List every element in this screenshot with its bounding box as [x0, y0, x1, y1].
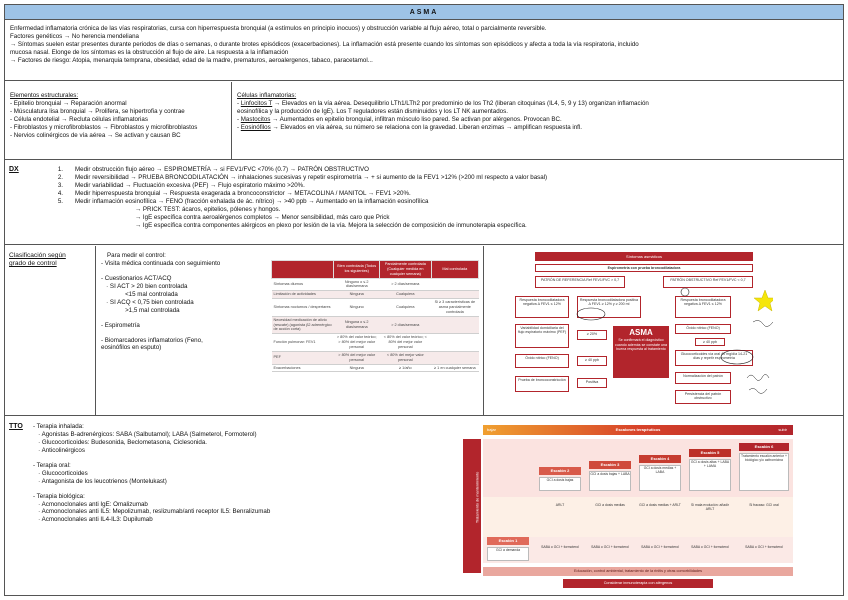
diagnosis-flowchart [515, 252, 773, 412]
hand-circle [681, 288, 689, 296]
table-row: Limitación de actividades Ninguna Cualquiera [272, 291, 479, 299]
flow-mid-box: ≥ 40 ppb [577, 356, 607, 366]
treatment-section [5, 417, 843, 595]
step-demand: SABA o GCI + formoterol [591, 545, 629, 549]
step-name: Escalón 2 [539, 467, 581, 475]
flow-left-box: Prueba de broncoconstricción [515, 376, 569, 392]
control-label: Clasificación según grado de control [9, 252, 66, 268]
control-notes: Para medir el control: - Visita médica continuada con seguimiento - Cuestionarios ACT/ACQ · SI ACT > 20 bien controlada <15 mal controlada · SI ACQ < 0,75 bien controlada >1,5 mal controlada - Espirometría - Biomarcadores inflamatorios (Feno, eosinófilos en esputo) [101, 252, 221, 352]
flow-right-box: Respuesta broncodilatadora negativa Δ FEV1 ≤ 12% [675, 296, 731, 318]
flow-right-head: PATRÓN OBSTRUCTIVO Ref FEV1/FVC < 0,7 [663, 276, 753, 288]
dx-extra: → IgE específica contra aeroalérgenos completos → Menor sensibilidad, más caro que Prick [135, 213, 390, 221]
cell-term: Mastocitos [240, 115, 271, 123]
flow-mid-box: ≥ 20% [577, 330, 607, 340]
dx-steps [49, 166, 839, 230]
therapeutic-steps-diagram [463, 425, 793, 591]
control-section [5, 246, 843, 416]
table-row: Síntomas diurnos Ninguno o ≤ 2 días/semana > 2 días/semana [272, 278, 479, 291]
step-demand: SABA o GCI + formoterol [641, 545, 679, 549]
dx-step: 4. Medir hiperrespuesta bronquial → Respuesta exagerada a broncoconstrictor → METACOLINA / MANITOL → FEV1 >20%. [57, 189, 411, 197]
annotation-marks [515, 252, 773, 412]
structural-heading: Elementos estructurales: [10, 92, 79, 99]
star-icon [754, 290, 773, 311]
page-title: ASMA [5, 5, 843, 20]
list-item: - Mastocitos → Aumentados en epitelio bronquial, infiltran músculo liso pared. Se activan por alérgenos. Provocan BC. [237, 115, 562, 123]
list-item: - Epitelio bronquial → Reparación anormal [10, 99, 127, 107]
flow-right-box: Normalización del patrón [675, 372, 731, 384]
step-other: ARLT [555, 503, 565, 507]
intro-line: → Síntomas suelen estar presentes durante periodos de días o semanas, o durante brotes episódicos (exacerbaciones). La inflamación está presente cuando los síntomas son episódicos y afecta a toda la vía respiratoria, incluido [10, 40, 639, 48]
cell-text: eosinofílica y la producción de IgE). Los T reguladores están disminuidos y los LT NK aumentados. [237, 107, 508, 115]
intro-section [5, 21, 843, 81]
step-choice: GCI a dosis altas + LABA + LAMA [689, 459, 731, 491]
hand-scribble [747, 374, 769, 380]
flow-top: Síntomas asmáticos [535, 252, 753, 261]
dx-extra: → IgE específica contra componentes alérgicos en plexo por lesión de la vía. Mejora la selección de composición de inmunoterapia específica. [135, 221, 527, 229]
cell-text: → Aumentados en epitelio bronquial, infiltran músculo liso pared. Se activan por alérgenos. Provocan BC. [272, 115, 562, 123]
list-item: - Célula endotelial → Recluta células inflamatorias [10, 115, 148, 123]
flow-right-box: Glucocorticoides vía oral 40 mg/día 14-21 días y repetir espirometría [675, 350, 753, 366]
structural-elements [10, 92, 228, 140]
tto-notes: - Terapia inhalada: · Agonistas B-adrenérgicos: SABA (Salbutamol); LABA (Salmeterol, Formoterol) · Glucocorticoides: Budesonida, Beclometasona, Ciclesonida. · Anticolinérgicos - Terapia oral: · Glucocorticoides · Antagonista de los leucotrienos (Montelukast) - Terapia biológica: · Acmonoclonales anti IgE: Omalizumab · Acmonoclonales anti IL5: Mepolizumab, reslizumab/anti receptor IL5: Benralizumab · Acmonoclonales anti IL4-IL3: Dupilumab [33, 423, 271, 524]
list-item: - Músculatura lisa bronquial → Prolifera, se hipertrofia y contrae [10, 107, 185, 115]
cell-term: Eosinófilos [240, 123, 271, 131]
flow-left-box: Óxido nítrico (FENO) [515, 354, 569, 368]
dx-label: DX [9, 166, 19, 173]
flow-mid-box: Respuesta broncodilatadora positiva Δ FEV1 ≥ 12% y ≥ 200 ml [577, 296, 641, 318]
dx-step: 1. Medir obstrucción flujo aéreo → ESPIROMETRÍA → si FEV1/FVC <70% (0.7) → PATRÓN OBSTRUCTIVO [57, 166, 369, 173]
steps-bar: bajar Escalones terapéuticos subir [483, 425, 793, 435]
flow-right-box: ≥ 40 ppb [695, 338, 725, 346]
step-other: Si fracaso: GCI oral [749, 503, 779, 507]
table-row: Necesidad medicación de alivio (rescate) (agonista β2 adrenérgico de acción corta) Ninguna o ≤ 2 días/semana > 2 días/semana [272, 316, 479, 334]
intro-line: Factores genéticos → No herencia mendeliana [10, 32, 139, 40]
asma-sheet [4, 4, 844, 596]
step-choice: Tratamiento escalón anterior + biológico y/o azitromicina [739, 453, 789, 491]
step-name: Escalón 5 [689, 449, 731, 457]
table-row: Función pulmonar: FEV1 > 80% del valor teórico; > 80% del mejor valor personal < 80% del valor teórico; < 80% del mejor valor personal [272, 334, 479, 352]
step-demand: SABA o GCI + formoterol [745, 545, 783, 549]
flow-left-box: Variabilidad domiciliaria del flujo espiratorio máximo (PEF) [515, 324, 569, 348]
hand-circle [721, 350, 753, 364]
cell-text: → Elevados en la vía aérea. Desequilibrio LTh1/LTh2 por predominio de los Th2 (liberan citoquinas (IL4, 5, 9 y 13) organizan inflamación [273, 99, 649, 107]
diagnosis-section [5, 161, 843, 245]
pathogenesis-section [5, 82, 843, 160]
step-name: Escalón 3 [589, 461, 631, 469]
step-choice: GCI a demanda [487, 547, 529, 561]
side-label: Tratamiento de mantenimiento [475, 471, 480, 524]
hand-scribble [749, 388, 767, 393]
dx-step: 5. Medir inflamación eosinofílica → FENO (fracción exhalada de ác. nítrico) → >40 ppb → Aumentado en la inflamación eosinofílica [57, 197, 429, 205]
step-other: GCI a dosis medias + ARLT [639, 503, 681, 507]
divider [231, 82, 232, 159]
table-row: Síntomas nocturnos / despertares Ninguno Cualquiera Si ≥ 3 características de asma parcialmente controlada [272, 299, 479, 317]
list-item: - Fibroblastos y microfibroblastos → Fibroblastos y microfibroblastos [10, 123, 198, 131]
step-name: Escalón 1 [487, 537, 529, 545]
list-item: - Eosinófilos → Elevados en vía aérea, su número se relaciona con la gravedad. Liberan enzimas → amplifican respuesta infl. [237, 123, 582, 131]
intro-line: → Factores de riesgo: Atopia, menarquia temprana, obesidad, edad de la madre, prematuros, aeroalergenos, tabaco, paracetamol... [10, 56, 373, 64]
intro-line: Enfermedad inflamatoria crónica de las vías respiratorias, cursa con hiperrespuesta bronquial (a estímulos en principio inocuos) y obstrucción variable al flujo aéreo, total o parcialmente reversible. [10, 25, 547, 32]
flow-left-box: Respuesta broncodilatadora negativa Δ FEV1 ≤ 12% [515, 296, 569, 318]
list-item [237, 108, 837, 116]
step-other: GCI a dosis medias [595, 503, 625, 507]
step-demand: SABA o GCI + formoterol [541, 545, 579, 549]
tto-label: TTO [9, 423, 23, 430]
flow-center: ASMA Se confirmará el diagnóstico cuando además se constate una buena respuesta al tratamiento [613, 326, 669, 378]
inflammatory-cells [237, 92, 837, 132]
cell-term: Linfocitos T [240, 99, 273, 107]
table-row: Exacerbaciones Ninguna ≥ 1/año ≥ 1 en cualquier semana [272, 364, 479, 372]
table-row: PEF > 80% del mejor valor personal < 80% del mejor valor personal [272, 351, 479, 364]
flow-right-box: Persistencia del patrón obstructivo [675, 390, 731, 404]
steps-footer: Considerar inmunoterapia con alérgenos [563, 579, 713, 588]
hand-scribble [753, 320, 773, 326]
hand-circle [577, 308, 605, 320]
steps-footer: Educación, control ambiental, tratamiento de la rinitis y otras comorbilidades [483, 567, 793, 576]
step-choice: GCI a dosis bajas + LABA [589, 471, 631, 491]
dx-step: 2. Medir reversibilidad → PRUEBA BRONCODILATACIÓN → inhalaciones sucesivas y repetir espirometría → + si aumento de la FEV1 >12% (>200 ml respecto a valor basal) [57, 173, 548, 181]
dx-step: 3. Medir variabilidad → Fluctuación excesiva (PEF) → Flujo espiratorio máximo >20%. [57, 181, 305, 189]
divider [483, 246, 484, 415]
step-demand: SABA o GCI + formoterol [691, 545, 729, 549]
cells-heading: Células inflamatorias: [237, 92, 297, 99]
flow-mid-box: Positiva [577, 378, 607, 388]
divider [95, 246, 96, 415]
control-table: Bien controlada (Todos los siguientes) Parcialmente controlada (Cualquier medida en cualquier semana) Mal controlada Síntomas diurnos Ninguno o ≤ 2 días/semana > 2 días/semana Limitación de actividades Ninguna Cualquiera Síntomas nocturnos / despertares Ninguno Cualquiera Si ≥ 3 características de asma parcialmente controlada Necesidad medicación de alivio (rescate) (agonista β2 adrenérgico de acción corta) Ninguna o ≤ 2 días/semana > 2 días/semana Función pulmonar: FEV1 > 80% del valor teórico; > 80% del mejor valor personal < 80% del valor teórico; < 80% del mejor valor personal PEF > 80% del mejor valor personal < 80% del mejor valor personal Exacerbaciones Ninguna ≥ 1/año ≥ 1 en cualquier semana [271, 260, 479, 372]
cell-text: → Elevados en vía aérea, su número se relaciona con la gravedad. Liberan enzimas → amplifican respuesta infl. [272, 123, 582, 131]
step-choice: GCI a dosis bajas [539, 477, 581, 491]
intro-line: mucosa nasal. Elonge de los síntomas es la obstrucción al flujo de aire. La respuesta a la inflamación [10, 48, 289, 56]
step-name: Escalón 6 [739, 443, 789, 451]
dx-extra: → PRICK TEST: ácaros, epitelios, pólenes y hongos. [135, 205, 281, 213]
flow-left-head: PATRÓN DE REFERENCIA Ref FEV1/FVC > 0,7 [535, 276, 625, 288]
step-name: Escalón 4 [639, 455, 681, 463]
flow-right-box: Óxido nítrico (FENO) [675, 324, 731, 334]
list-item: - Nervios colinérgicos de vía aérea → Se activan y causan BC [10, 131, 181, 139]
step-choice: GCI a dosis medias + LABA [639, 465, 681, 491]
flow-sub: Espirometría con prueba broncodilatadora [535, 264, 753, 272]
step-other: Si mala evolución: añadir ARLT [691, 503, 729, 512]
list-item: - Linfocitos T → Elevados en la vía aérea. Desequilibrio LTh1/LTh2 por predominio de los Th2 (liberan citoquinas (IL4, 5, 9 y 13) organizan inflamación [237, 99, 649, 107]
